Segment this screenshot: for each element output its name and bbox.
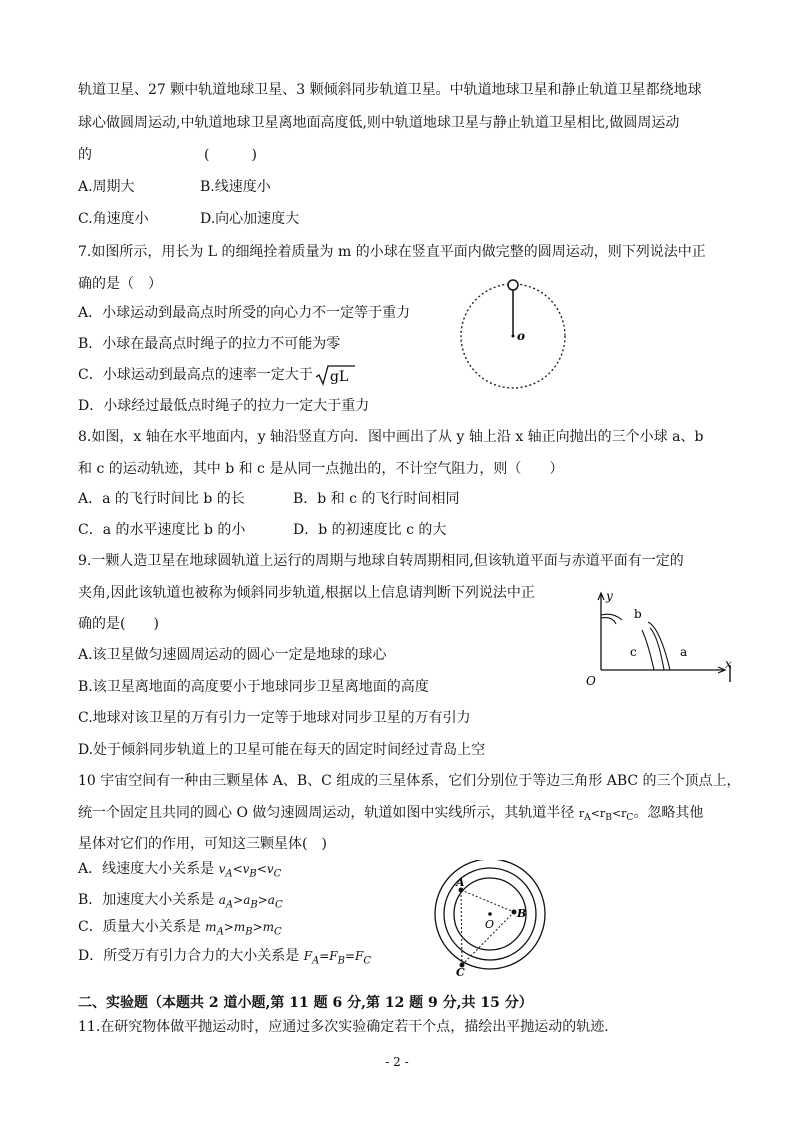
label-a: a [680, 645, 688, 659]
q6-option-b: B.线速度小 [200, 179, 271, 195]
label-b: b [634, 607, 642, 621]
q7-sqrt-content: gL [329, 369, 348, 385]
q8-line1: 8.如图，x 轴在水平地面内，y 轴沿竖直方向．图中画出了从 y 轴上沿 x 轴正向抛出的三个小球 a、b [78, 429, 704, 445]
q11-text: 11.在研究物体做平抛运动时，应通过多次实验确定若干个点，描绘出平抛运动的轨迹. [78, 1019, 609, 1035]
three-star-figure [425, 860, 560, 978]
q10-line2: 统一个固定且共同的圆心 O 做匀速圆周运动，轨道如图中实线所示，其轨道半径 $r_A<r_B<r_C$。忽略其他 [78, 805, 704, 824]
triangle-ca [461, 890, 462, 965]
q10-option-c: C．质量大小关系是 $m_A>m_B>m_C$ [78, 919, 282, 938]
sqrt-symbol [315, 364, 355, 386]
q8-line2: 和 c 的运动轨迹，其中 b 和 c 是从同一点抛出的，不计空气阻力，则（ ） [78, 461, 564, 477]
q7-option-d: D．小球经过最低点时绳子的拉力一定大于重力 [78, 398, 370, 414]
center-point [512, 335, 515, 338]
label-o: o [517, 329, 526, 343]
q10-option-d: D．所受万有引力合力的大小关系是 $F_A=F_B=F_C$ [78, 948, 372, 967]
triangle-ab [461, 890, 514, 912]
q9-option-a: A.该卫星做匀速圆周运动的圆心一定是地球的球心 [78, 647, 387, 663]
q6-answer-bracket: ( ) [204, 147, 257, 163]
section2-title: 二、实验题（本题共 2 道小题,第 11 题 6 分,第 12 题 9 分,共 15 分） [78, 995, 533, 1011]
label-star-a: A [456, 876, 465, 889]
star-b [512, 910, 517, 915]
q7-circle-figure [455, 276, 575, 396]
q7-line2: 确的是（ ） [78, 276, 162, 292]
q9-line3: 确的是( ) [78, 616, 159, 632]
q8-option-c: C．a 的水平速度比 b 的小 [78, 522, 246, 538]
trajectory-b2 [601, 618, 616, 624]
q7-line1: 7.如图所示，用长为 L 的细绳拴着质量为 m 的小球在竖直平面内做完整的圆周运动，则下列说法中正 [78, 244, 706, 260]
label-x: x [725, 657, 732, 671]
projectile-figure [578, 588, 738, 688]
q8-option-d: D．b 的初速度比 c 的大 [293, 522, 447, 538]
q6-line2: 球心做圆周运动,中轨道地球卫星离地面高度低,则中轨道地球卫星与静止轨道卫星相比,做圆周运动 [78, 115, 680, 131]
center-o [488, 912, 492, 916]
q6-option-c: C.角速度小 [78, 211, 149, 227]
label-star-b: B [517, 907, 527, 920]
q7-option-c [78, 364, 355, 386]
q6-option-d: D.向心加速度大 [200, 211, 300, 227]
label-center-o: O [485, 918, 495, 931]
radius-relation: $r_A<r_B<r_C$ [578, 807, 634, 824]
q7-option-a: A．小球运动到最高点时所受的向心力不一定等于重力 [78, 305, 411, 321]
label-star-c: C [456, 966, 465, 978]
q6-line3-a: 的 [78, 147, 92, 163]
q9-line1: 9.一颗人造卫星在地球圆轨道上运行的周期与地球自转周期相同,但该轨道平面与赤道平面有一定的 [78, 553, 684, 569]
label-y: y [606, 589, 613, 603]
q8-option-b: B．b 和 c 的飞行时间相同 [293, 491, 460, 507]
q10-line1: 10 宇宙空间有一种由三颗星体 A、B、C 组成的三星体系，它们分别位于等边三角形 ABC 的三个顶点上， [78, 773, 741, 789]
q9-option-b: B.该卫星离地面的高度要小于地球同步卫星离地面的高度 [78, 679, 429, 695]
q7-option-b: B．小球在最高点时绳子的拉力不可能为零 [78, 336, 341, 352]
ball [508, 280, 518, 290]
q10-line3: 星体对它们的作用，可知这三颗星体( ) [78, 836, 327, 852]
label-origin: O [586, 674, 596, 688]
page-number: - 2 - [385, 1055, 409, 1069]
q7-option-c-text: C．小球运动到最高点的速率一定大于 [78, 367, 313, 383]
label-c: c [630, 645, 637, 659]
q6-option-a: A.周期大 [78, 179, 135, 195]
trajectory-c [642, 630, 654, 670]
q10-option-b: B．加速度大小关系是 $a_A>a_B>a_C$ [78, 892, 283, 911]
q9-option-d: D.处于倾斜同步轨道上的卫星可能在每天的固定时间经过青岛上空 [78, 742, 486, 758]
q6-line1: 轨道卫星、27 颗中轨道地球卫星、3 颗倾斜同步轨道卫星。中轨道地球卫星和静止轨道卫星都绕地球 [78, 82, 702, 98]
q9-option-c: C.地球对该卫星的万有引力一定等于地球对同步卫星的万有引力 [78, 710, 471, 726]
q10-option-a: A．线速度大小关系是 $v_A<v_B<v_C$ [78, 861, 282, 880]
q8-option-a: A．a 的飞行时间比 b 的长 [78, 491, 245, 507]
q9-line2: 夹角,因此该轨道也被称为倾斜同步轨道,根据以上信息请判断下列说法中正 [78, 585, 535, 601]
